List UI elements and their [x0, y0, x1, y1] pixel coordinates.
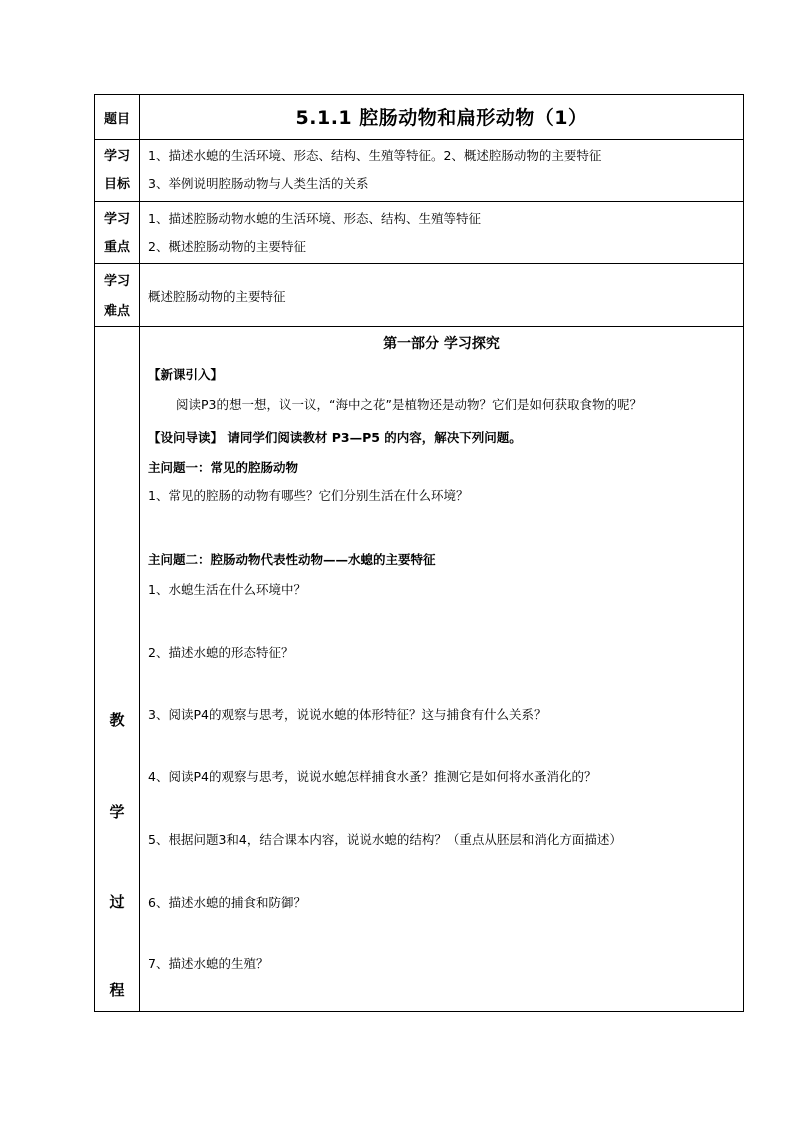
process-label-char-2: 学	[109, 803, 125, 821]
process-cell	[140, 327, 743, 1011]
topic1-heading: 主问题一：常见的腔肠动物	[148, 460, 299, 475]
objectives-label-cell	[95, 140, 140, 201]
topic2-heading: 主问题二：腔肠动物代表性动物——水螅的主要特征	[148, 552, 436, 567]
topic2-question-4: 4、阅读P4的观察与思考，说说水螅怎样捕食水蚤？推测它是如何将水蚤消化的？	[148, 769, 597, 784]
title-label-cell	[95, 95, 140, 139]
key-points-cell	[140, 202, 743, 263]
difficulties-label-cell	[95, 264, 140, 326]
title-cell	[140, 95, 743, 139]
process-label-char-3: 过	[109, 893, 125, 911]
topic1-question-1: 1、常见的腔肠的动物有哪些？它们分别生活在什么环境？	[148, 488, 469, 503]
process-label-char-4: 程	[109, 981, 125, 999]
key-points-label-cell	[95, 202, 140, 263]
key-points-label-line2: 重点	[103, 240, 130, 255]
difficulties-cell	[140, 264, 743, 326]
guide-line	[148, 428, 522, 446]
objective-line-2: 3、举例说明腔肠动物与人类生活的关系	[148, 176, 369, 191]
topic2-question-3: 3、阅读P4的观察与思考，说说水螅的体形特征？这与捕食有什么关系？	[148, 707, 547, 722]
topic2-question-7: 7、描述水螅的生殖？	[148, 956, 269, 971]
process-label-char-1: 教	[109, 711, 125, 729]
intro-heading: 【新课引入】	[148, 367, 224, 382]
lesson-plan-table	[94, 94, 744, 1012]
topic2-question-1: 1、水螅生活在什么环境中？	[148, 582, 306, 597]
key-point-line-2: 2、概述腔肠动物的主要特征	[148, 239, 306, 254]
objectives-cell	[140, 140, 743, 201]
guide-heading: 【设问导读】	[148, 430, 224, 445]
title-label: 题目	[103, 112, 130, 127]
process-row	[95, 327, 743, 1011]
difficulties-label-line2: 难点	[103, 304, 130, 319]
difficulties-label-line1: 学习	[103, 274, 130, 289]
key-points-label-line1: 学习	[103, 212, 130, 227]
difficulty-line-1: 概述腔肠动物的主要特征	[148, 289, 286, 304]
topic2-question-5: 5、根据问题3和4，结合课本内容，说说水螅的结构？（重点从胚层和消化方面描述）	[148, 832, 622, 847]
guide-text: 请同学们阅读教材 P3—P5 的内容，解决下列问题。	[223, 430, 522, 445]
intro-text: 阅读P3的想一想，议一议，“海中之花”是植物还是动物？它们是如何获取食物的呢？	[176, 397, 642, 412]
part-title: 第一部分 学习探究	[383, 336, 500, 352]
title-row	[95, 95, 743, 140]
objectives-row	[95, 140, 743, 202]
topic2-question-2: 2、描述水螅的形态特征？	[148, 645, 294, 660]
key-points-row	[95, 202, 743, 264]
difficulties-row	[95, 264, 743, 327]
objectives-label-line1: 学习	[103, 149, 130, 164]
process-label-cell	[95, 327, 140, 1011]
topic2-question-6: 6、描述水螅的捕食和防御？	[148, 895, 306, 910]
objective-line-1: 1、描述水螅的生活环境、形态、结构、生殖等特征。2、概述腔肠动物的主要特征	[148, 148, 602, 163]
key-point-line-1: 1、描述腔肠动物水螅的生活环境、形态、结构、生殖等特征	[148, 211, 481, 226]
objectives-label-line2: 目标	[103, 177, 130, 192]
lesson-title: 5.1.1 腔肠动物和扁形动物（1）	[295, 107, 588, 129]
